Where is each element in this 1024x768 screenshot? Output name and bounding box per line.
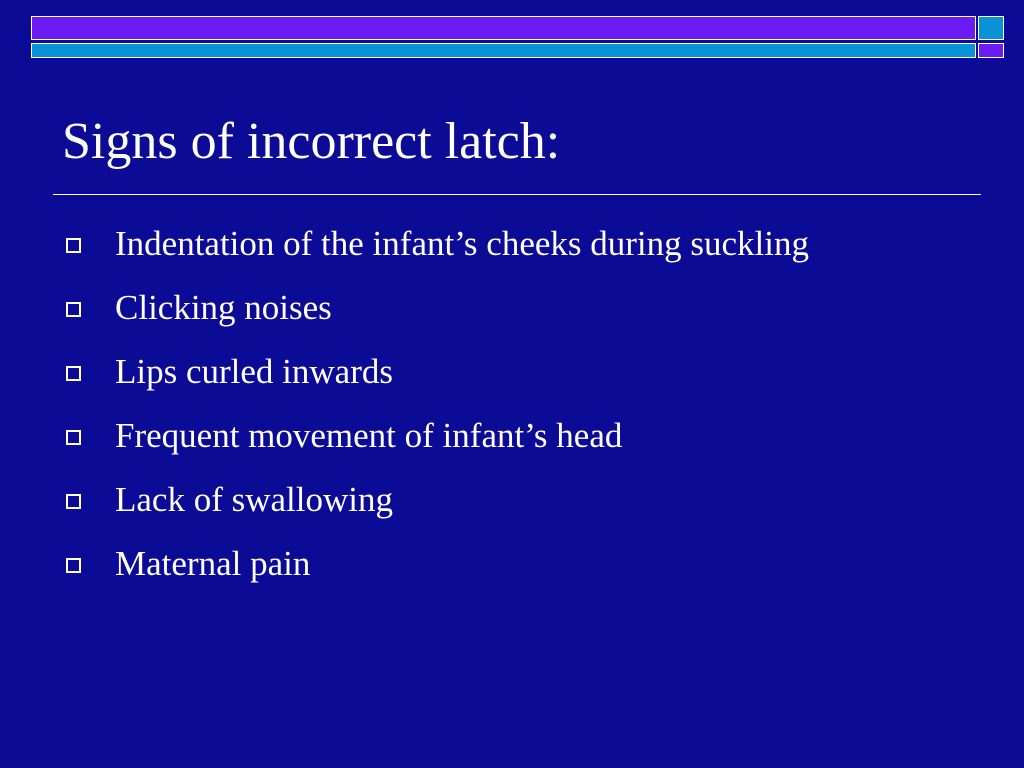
bullet-text: Maternal pain [115, 544, 311, 583]
bullet-item [64, 218, 924, 270]
bullet-list [64, 218, 924, 602]
slide-title: Signs of incorrect latch: [62, 113, 561, 170]
hollow-square-bullet-icon [66, 558, 81, 573]
hollow-square-bullet-icon [66, 430, 81, 445]
hollow-square-bullet-icon [66, 302, 81, 317]
bullet-text: Lack of swallowing [115, 480, 393, 519]
bullet-text: Indentation of the infant’s cheeks during suckling [115, 224, 810, 263]
bullet-item [64, 282, 924, 334]
bullet-text: Clicking noises [115, 288, 332, 327]
bullet-item [64, 538, 924, 590]
bullet-item [64, 474, 924, 526]
header-band-purple [31, 16, 976, 40]
bullet-item [64, 410, 924, 462]
bullet-text: Lips curled inwards [115, 352, 393, 391]
hollow-square-bullet-icon [66, 238, 81, 253]
header-band-blue [31, 43, 976, 58]
hollow-square-bullet-icon [66, 366, 81, 381]
bullet-item [64, 346, 924, 398]
title-divider [53, 194, 981, 195]
hollow-square-bullet-icon [66, 494, 81, 509]
corner-square-blue [978, 16, 1004, 40]
corner-square-purple [978, 43, 1004, 58]
bullet-text: Frequent movement of infant’s head [115, 416, 623, 455]
